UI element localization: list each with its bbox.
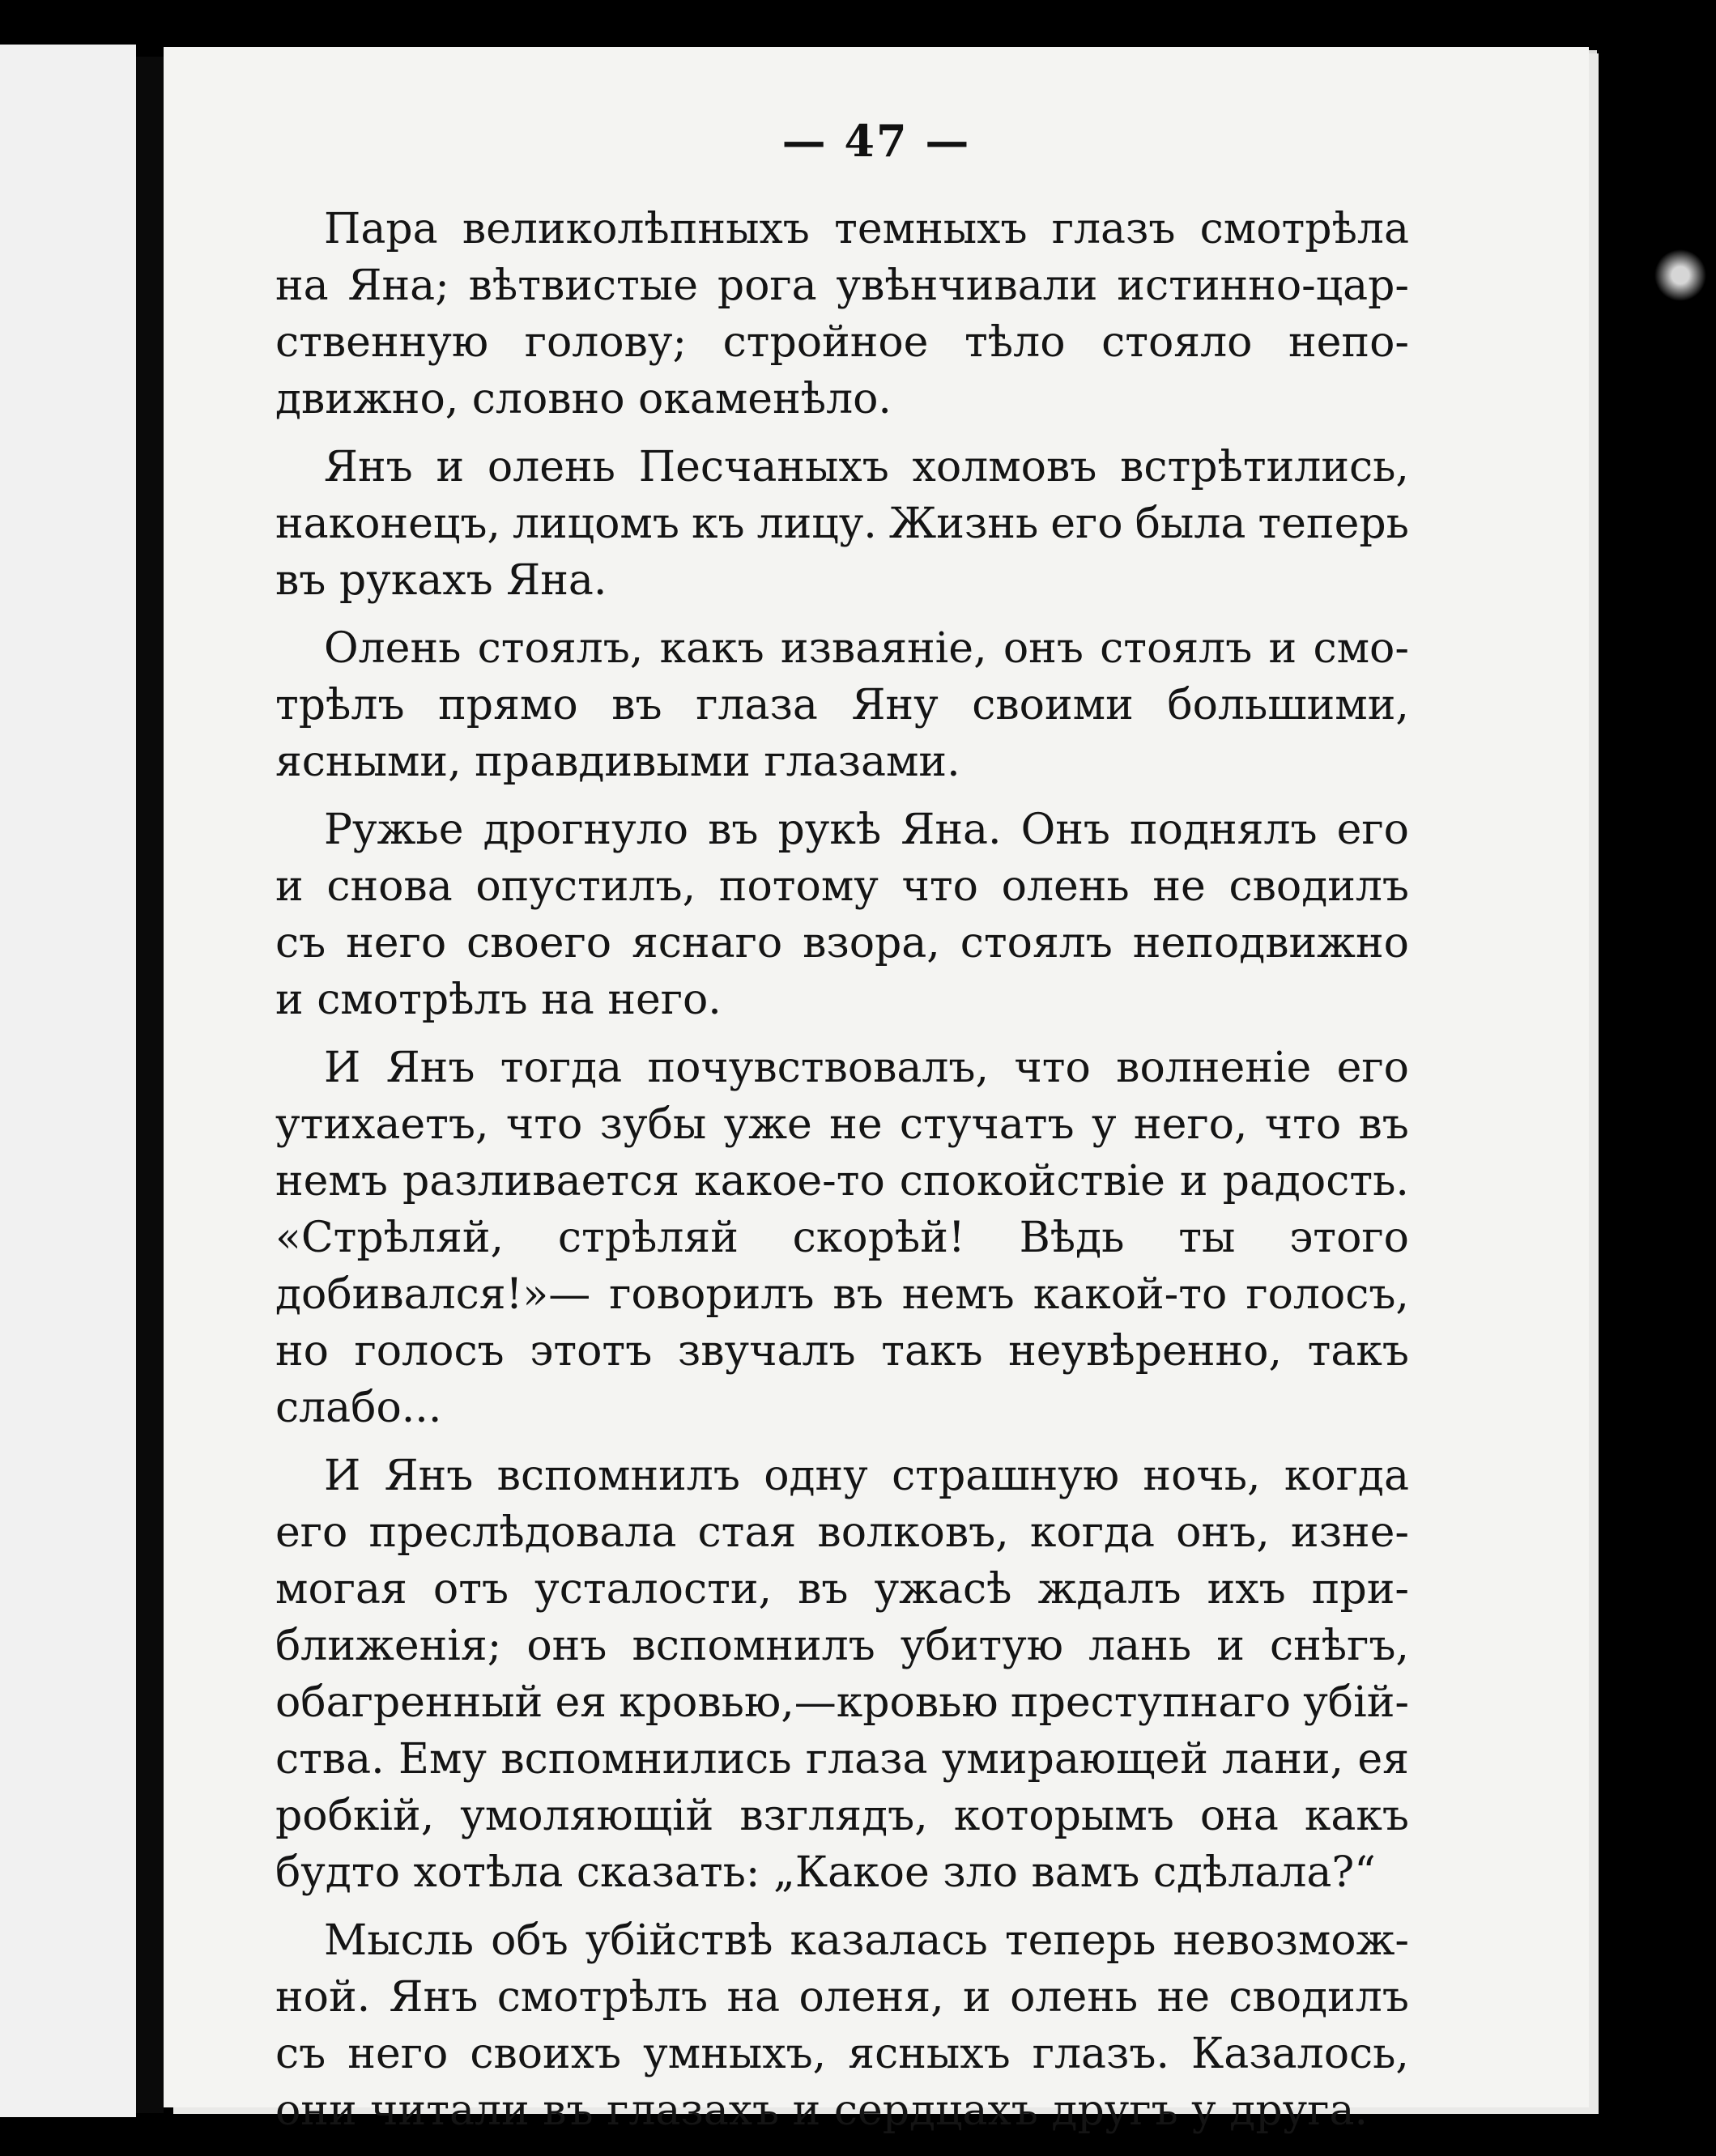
- text-line: ственную голову; стройное тѣло стояло непо-: [275, 318, 1409, 367]
- left-page-edge: [0, 45, 136, 2117]
- text-line: Олень стоялъ, какъ изваяніе, онъ стоялъ и смо-: [324, 624, 1409, 673]
- dust-speck: [1652, 243, 1709, 308]
- text-line: И Янъ тогда почувствовалъ, что волненіе его: [324, 1044, 1409, 1092]
- text-line: наконецъ, лицомъ къ лицу. Жизнь его была теперь: [275, 500, 1409, 548]
- text-line: трѣлъ прямо въ глаза Яну своими большими,: [275, 681, 1409, 729]
- paragraph: [275, 1912, 1409, 2139]
- text-line: обагренный ея кровью,—кровью преступнаго убій-: [275, 1678, 1409, 1727]
- paragraph: [275, 201, 1409, 427]
- text-line: «Стрѣляй, стрѣляй скорѣй! Вѣдь ты этого: [275, 1214, 1409, 1262]
- text-line: ближенія; онъ вспомнилъ убитую лань и снѣгъ,: [275, 1622, 1409, 1670]
- text-line: его преслѣдовала стая волковъ, когда онъ, изне-: [275, 1508, 1409, 1557]
- text-line: Пара великолѣпныхъ темныхъ глазъ смотрѣла: [324, 205, 1409, 253]
- text-line: съ него своихъ умныхъ, ясныхъ глазъ. Казалось,: [275, 2030, 1409, 2078]
- text-line: Янъ и олень Песчаныхъ холмовъ встрѣтились,: [324, 443, 1409, 491]
- text-line: движно, словно окаменѣло.: [275, 375, 892, 423]
- text-line: ясными, правдивыми глазами.: [275, 738, 960, 786]
- text-line: съ него своего яснаго взора, стоялъ неподвижно: [275, 919, 1409, 967]
- page-text: [275, 201, 1409, 2150]
- page-number: — 47 —: [781, 115, 971, 167]
- paragraph: [275, 620, 1409, 790]
- text-line: ной. Янъ смотрѣлъ на оленя, и олень не сводилъ: [275, 1973, 1409, 2022]
- paragraph: [275, 439, 1409, 609]
- paragraph: [275, 1448, 1409, 1901]
- text-line: могая отъ усталости, въ ужасѣ ждалъ ихъ при-: [275, 1565, 1409, 1614]
- text-line: они читали въ глазахъ и сердцахъ другъ у друга.: [275, 2086, 1368, 2135]
- paragraph: [275, 1040, 1409, 1436]
- text-line: но голосъ этотъ звучалъ такъ неувѣренно, такъ: [275, 1327, 1409, 1376]
- text-line: слабо...: [275, 1384, 442, 1432]
- book-page: [164, 47, 1589, 2135]
- text-line: утихаетъ, что зубы уже не стучатъ у него, что въ: [275, 1100, 1409, 1149]
- text-line: ства. Ему вспомнились глаза умирающей лани, ея: [275, 1735, 1409, 1784]
- text-line: и снова опустилъ, потому что олень не сводилъ: [275, 862, 1409, 911]
- text-line: Мысль объ убійствѣ казалась теперь невозмож-: [324, 1916, 1409, 1965]
- text-line: робкій, умоляющій взглядъ, которымъ она какъ: [275, 1792, 1409, 1840]
- text-line: на Яна; вѣтвистые рога увѣнчивали истинно-цар-: [275, 262, 1409, 310]
- text-line: И Янъ вспомнилъ одну страшную ночь, когда: [324, 1452, 1409, 1500]
- text-line: Ружье дрогнуло въ рукѣ Яна. Онъ поднялъ его: [324, 806, 1409, 854]
- text-line: будто хотѣла сказать: „Какое зло вамъ сдѣлала?“: [275, 1848, 1376, 1897]
- text-line: въ рукахъ Яна.: [275, 556, 607, 605]
- page-edge-shadow: [1589, 50, 1597, 2107]
- text-line: немъ разливается какое-то спокойствіе и радость.: [275, 1157, 1409, 1206]
- text-line: и смотрѣлъ на него.: [275, 976, 722, 1024]
- book-gutter: [136, 57, 164, 2113]
- paragraph: [275, 802, 1409, 1028]
- text-line: добивался!»— говорилъ въ немъ какой-то голосъ,: [275, 1270, 1409, 1319]
